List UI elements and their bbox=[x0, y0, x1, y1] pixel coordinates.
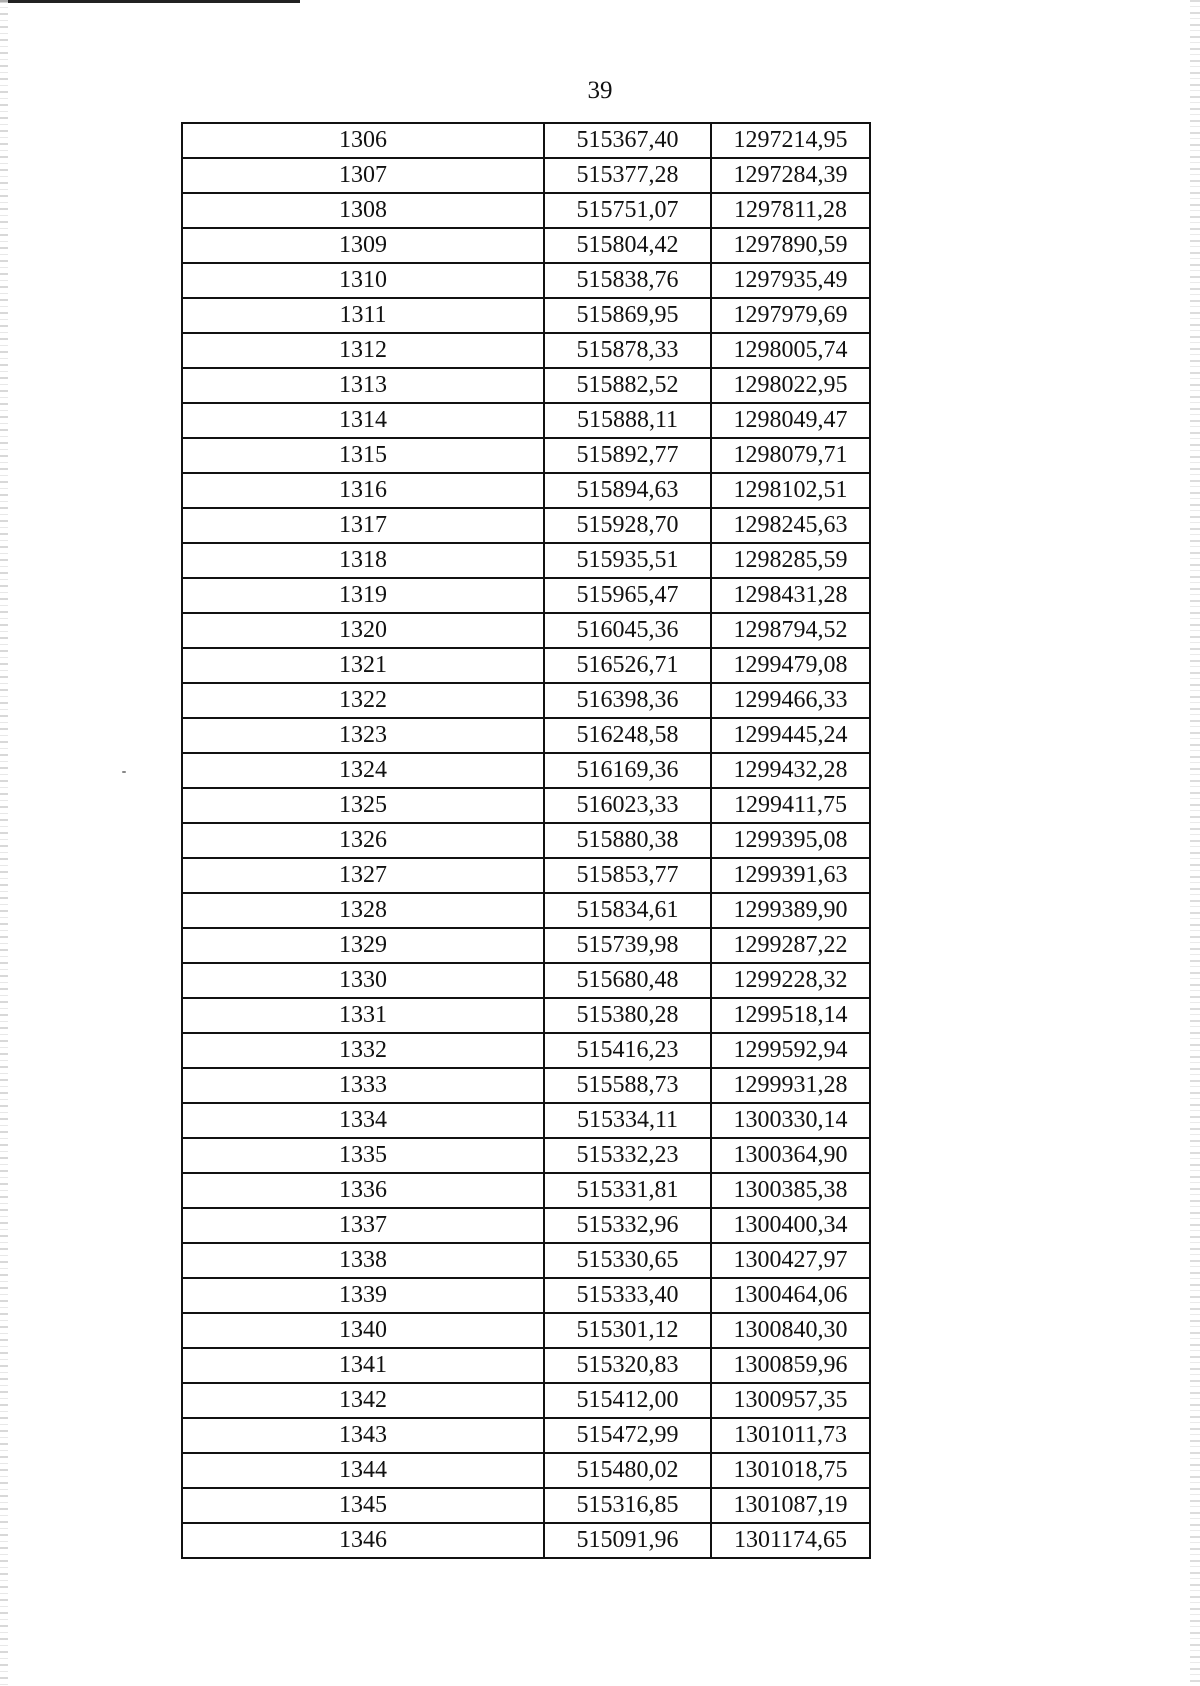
point-number-cell: 1343 bbox=[182, 1418, 544, 1453]
y-coordinate-cell: 1300464,06 bbox=[711, 1278, 870, 1313]
point-number-cell: 1320 bbox=[182, 613, 544, 648]
y-coordinate-cell: 1301011,73 bbox=[711, 1418, 870, 1453]
table-row bbox=[182, 333, 870, 368]
point-number-cell: 1319 bbox=[182, 578, 544, 613]
scan-edge-left bbox=[0, 0, 8, 1686]
table-row bbox=[182, 543, 870, 578]
point-number-cell: 1330 bbox=[182, 963, 544, 998]
point-number-cell: 1345 bbox=[182, 1488, 544, 1523]
table-row bbox=[182, 1488, 870, 1523]
table-row bbox=[182, 1138, 870, 1173]
y-coordinate-cell: 1298102,51 bbox=[711, 473, 870, 508]
y-coordinate-cell: 1299287,22 bbox=[711, 928, 870, 963]
y-coordinate-cell: 1301174,65 bbox=[711, 1523, 870, 1558]
table-row bbox=[182, 403, 870, 438]
point-number-cell: 1316 bbox=[182, 473, 544, 508]
point-number-cell: 1314 bbox=[182, 403, 544, 438]
point-number-cell: 1322 bbox=[182, 683, 544, 718]
x-coordinate-cell: 516023,33 bbox=[544, 788, 711, 823]
table-row bbox=[182, 578, 870, 613]
table-row bbox=[182, 1033, 870, 1068]
table-row bbox=[182, 508, 870, 543]
x-coordinate-cell: 515332,96 bbox=[544, 1208, 711, 1243]
point-number-cell: 1315 bbox=[182, 438, 544, 473]
y-coordinate-cell: 1300859,96 bbox=[711, 1348, 870, 1383]
point-number-cell: 1317 bbox=[182, 508, 544, 543]
x-coordinate-cell: 515301,12 bbox=[544, 1313, 711, 1348]
table-row bbox=[182, 1208, 870, 1243]
point-number-cell: 1341 bbox=[182, 1348, 544, 1383]
y-coordinate-cell: 1297979,69 bbox=[711, 298, 870, 333]
point-number-cell: 1342 bbox=[182, 1383, 544, 1418]
y-coordinate-cell: 1300400,34 bbox=[711, 1208, 870, 1243]
table-row bbox=[182, 858, 870, 893]
point-number-cell: 1336 bbox=[182, 1173, 544, 1208]
y-coordinate-cell: 1298794,52 bbox=[711, 613, 870, 648]
table-row bbox=[182, 998, 870, 1033]
page-number: 39 bbox=[587, 77, 613, 104]
table-row bbox=[182, 823, 870, 858]
x-coordinate-cell: 516248,58 bbox=[544, 718, 711, 753]
x-coordinate-cell: 515892,77 bbox=[544, 438, 711, 473]
point-number-cell: 1339 bbox=[182, 1278, 544, 1313]
y-coordinate-cell: 1299592,94 bbox=[711, 1033, 870, 1068]
point-number-cell: 1334 bbox=[182, 1103, 544, 1138]
y-coordinate-cell: 1300385,38 bbox=[711, 1173, 870, 1208]
point-number-cell: 1328 bbox=[182, 893, 544, 928]
x-coordinate-cell: 515472,99 bbox=[544, 1418, 711, 1453]
point-number-cell: 1333 bbox=[182, 1068, 544, 1103]
point-number-cell: 1312 bbox=[182, 333, 544, 368]
y-coordinate-cell: 1299391,63 bbox=[711, 858, 870, 893]
coordinates-table-body bbox=[182, 123, 870, 1558]
table-row bbox=[182, 718, 870, 753]
y-coordinate-cell: 1301087,19 bbox=[711, 1488, 870, 1523]
x-coordinate-cell: 515680,48 bbox=[544, 963, 711, 998]
point-number-cell: 1325 bbox=[182, 788, 544, 823]
point-number-cell: 1338 bbox=[182, 1243, 544, 1278]
table-row bbox=[182, 683, 870, 718]
table-row bbox=[182, 1278, 870, 1313]
x-coordinate-cell: 515853,77 bbox=[544, 858, 711, 893]
point-number-cell: 1326 bbox=[182, 823, 544, 858]
x-coordinate-cell: 515320,83 bbox=[544, 1348, 711, 1383]
x-coordinate-cell: 516398,36 bbox=[544, 683, 711, 718]
x-coordinate-cell: 515377,28 bbox=[544, 158, 711, 193]
x-coordinate-cell: 516045,36 bbox=[544, 613, 711, 648]
point-number-cell: 1340 bbox=[182, 1313, 544, 1348]
y-coordinate-cell: 1297811,28 bbox=[711, 193, 870, 228]
y-coordinate-cell: 1298285,59 bbox=[711, 543, 870, 578]
point-number-cell: 1323 bbox=[182, 718, 544, 753]
point-number-cell: 1327 bbox=[182, 858, 544, 893]
table-row bbox=[182, 263, 870, 298]
scan-artifact-bar bbox=[0, 0, 300, 3]
x-coordinate-cell: 515869,95 bbox=[544, 298, 711, 333]
point-number-cell: 1335 bbox=[182, 1138, 544, 1173]
y-coordinate-cell: 1298431,28 bbox=[711, 578, 870, 613]
table-row bbox=[182, 648, 870, 683]
x-coordinate-cell: 515334,11 bbox=[544, 1103, 711, 1138]
coordinates-table bbox=[181, 122, 871, 1559]
y-coordinate-cell: 1300957,35 bbox=[711, 1383, 870, 1418]
table-row bbox=[182, 893, 870, 928]
y-coordinate-cell: 1297890,59 bbox=[711, 228, 870, 263]
point-number-cell: 1329 bbox=[182, 928, 544, 963]
x-coordinate-cell: 515880,38 bbox=[544, 823, 711, 858]
x-coordinate-cell: 515330,65 bbox=[544, 1243, 711, 1278]
x-coordinate-cell: 515882,52 bbox=[544, 368, 711, 403]
point-number-cell: 1309 bbox=[182, 228, 544, 263]
table-row bbox=[182, 193, 870, 228]
table-row bbox=[182, 298, 870, 333]
x-coordinate-cell: 515333,40 bbox=[544, 1278, 711, 1313]
y-coordinate-cell: 1298005,74 bbox=[711, 333, 870, 368]
y-coordinate-cell: 1298245,63 bbox=[711, 508, 870, 543]
x-coordinate-cell: 515804,42 bbox=[544, 228, 711, 263]
x-coordinate-cell: 515935,51 bbox=[544, 543, 711, 578]
table-row bbox=[182, 473, 870, 508]
table-row bbox=[182, 438, 870, 473]
x-coordinate-cell: 515367,40 bbox=[544, 123, 711, 158]
x-coordinate-cell: 515965,47 bbox=[544, 578, 711, 613]
y-coordinate-cell: 1299931,28 bbox=[711, 1068, 870, 1103]
x-coordinate-cell: 515894,63 bbox=[544, 473, 711, 508]
point-number-cell: 1324 bbox=[182, 753, 544, 788]
x-coordinate-cell: 515888,11 bbox=[544, 403, 711, 438]
point-number-cell: 1321 bbox=[182, 648, 544, 683]
y-coordinate-cell: 1299395,08 bbox=[711, 823, 870, 858]
x-coordinate-cell: 515834,61 bbox=[544, 893, 711, 928]
x-coordinate-cell: 515739,98 bbox=[544, 928, 711, 963]
x-coordinate-cell: 515091,96 bbox=[544, 1523, 711, 1558]
y-coordinate-cell: 1299432,28 bbox=[711, 753, 870, 788]
scan-speck bbox=[122, 771, 126, 773]
y-coordinate-cell: 1299389,90 bbox=[711, 893, 870, 928]
y-coordinate-cell: 1299445,24 bbox=[711, 718, 870, 753]
table-row bbox=[182, 1243, 870, 1278]
point-number-cell: 1337 bbox=[182, 1208, 544, 1243]
x-coordinate-cell: 515588,73 bbox=[544, 1068, 711, 1103]
y-coordinate-cell: 1297214,95 bbox=[711, 123, 870, 158]
table-row bbox=[182, 368, 870, 403]
y-coordinate-cell: 1299479,08 bbox=[711, 648, 870, 683]
point-number-cell: 1306 bbox=[182, 123, 544, 158]
table-row bbox=[182, 228, 870, 263]
x-coordinate-cell: 515331,81 bbox=[544, 1173, 711, 1208]
y-coordinate-cell: 1301018,75 bbox=[711, 1453, 870, 1488]
table-row bbox=[182, 1383, 870, 1418]
table-row bbox=[182, 613, 870, 648]
point-number-cell: 1344 bbox=[182, 1453, 544, 1488]
y-coordinate-cell: 1300330,14 bbox=[711, 1103, 870, 1138]
table-row bbox=[182, 753, 870, 788]
point-number-cell: 1332 bbox=[182, 1033, 544, 1068]
y-coordinate-cell: 1300840,30 bbox=[711, 1313, 870, 1348]
x-coordinate-cell: 515332,23 bbox=[544, 1138, 711, 1173]
table-row bbox=[182, 123, 870, 158]
table-row bbox=[182, 963, 870, 998]
x-coordinate-cell: 516169,36 bbox=[544, 753, 711, 788]
point-number-cell: 1310 bbox=[182, 263, 544, 298]
table-row bbox=[182, 928, 870, 963]
scan-edge-right bbox=[1190, 0, 1200, 1686]
table-row bbox=[182, 1523, 870, 1558]
x-coordinate-cell: 515316,85 bbox=[544, 1488, 711, 1523]
y-coordinate-cell: 1297935,49 bbox=[711, 263, 870, 298]
table-row bbox=[182, 1068, 870, 1103]
point-number-cell: 1313 bbox=[182, 368, 544, 403]
y-coordinate-cell: 1300427,97 bbox=[711, 1243, 870, 1278]
x-coordinate-cell: 515838,76 bbox=[544, 263, 711, 298]
y-coordinate-cell: 1300364,90 bbox=[711, 1138, 870, 1173]
point-number-cell: 1311 bbox=[182, 298, 544, 333]
table-row bbox=[182, 1103, 870, 1138]
x-coordinate-cell: 515416,23 bbox=[544, 1033, 711, 1068]
table-row bbox=[182, 1173, 870, 1208]
y-coordinate-cell: 1298049,47 bbox=[711, 403, 870, 438]
point-number-cell: 1346 bbox=[182, 1523, 544, 1558]
table-row bbox=[182, 1453, 870, 1488]
table-row bbox=[182, 1418, 870, 1453]
y-coordinate-cell: 1299228,32 bbox=[711, 963, 870, 998]
point-number-cell: 1331 bbox=[182, 998, 544, 1033]
x-coordinate-cell: 516526,71 bbox=[544, 648, 711, 683]
y-coordinate-cell: 1297284,39 bbox=[711, 158, 870, 193]
y-coordinate-cell: 1299518,14 bbox=[711, 998, 870, 1033]
table-row bbox=[182, 1348, 870, 1383]
x-coordinate-cell: 515878,33 bbox=[544, 333, 711, 368]
table-row bbox=[182, 158, 870, 193]
y-coordinate-cell: 1299411,75 bbox=[711, 788, 870, 823]
y-coordinate-cell: 1298079,71 bbox=[711, 438, 870, 473]
point-number-cell: 1307 bbox=[182, 158, 544, 193]
point-number-cell: 1318 bbox=[182, 543, 544, 578]
table-row bbox=[182, 1313, 870, 1348]
x-coordinate-cell: 515928,70 bbox=[544, 508, 711, 543]
y-coordinate-cell: 1298022,95 bbox=[711, 368, 870, 403]
x-coordinate-cell: 515751,07 bbox=[544, 193, 711, 228]
table-row bbox=[182, 788, 870, 823]
y-coordinate-cell: 1299466,33 bbox=[711, 683, 870, 718]
x-coordinate-cell: 515380,28 bbox=[544, 998, 711, 1033]
x-coordinate-cell: 515480,02 bbox=[544, 1453, 711, 1488]
x-coordinate-cell: 515412,00 bbox=[544, 1383, 711, 1418]
point-number-cell: 1308 bbox=[182, 193, 544, 228]
